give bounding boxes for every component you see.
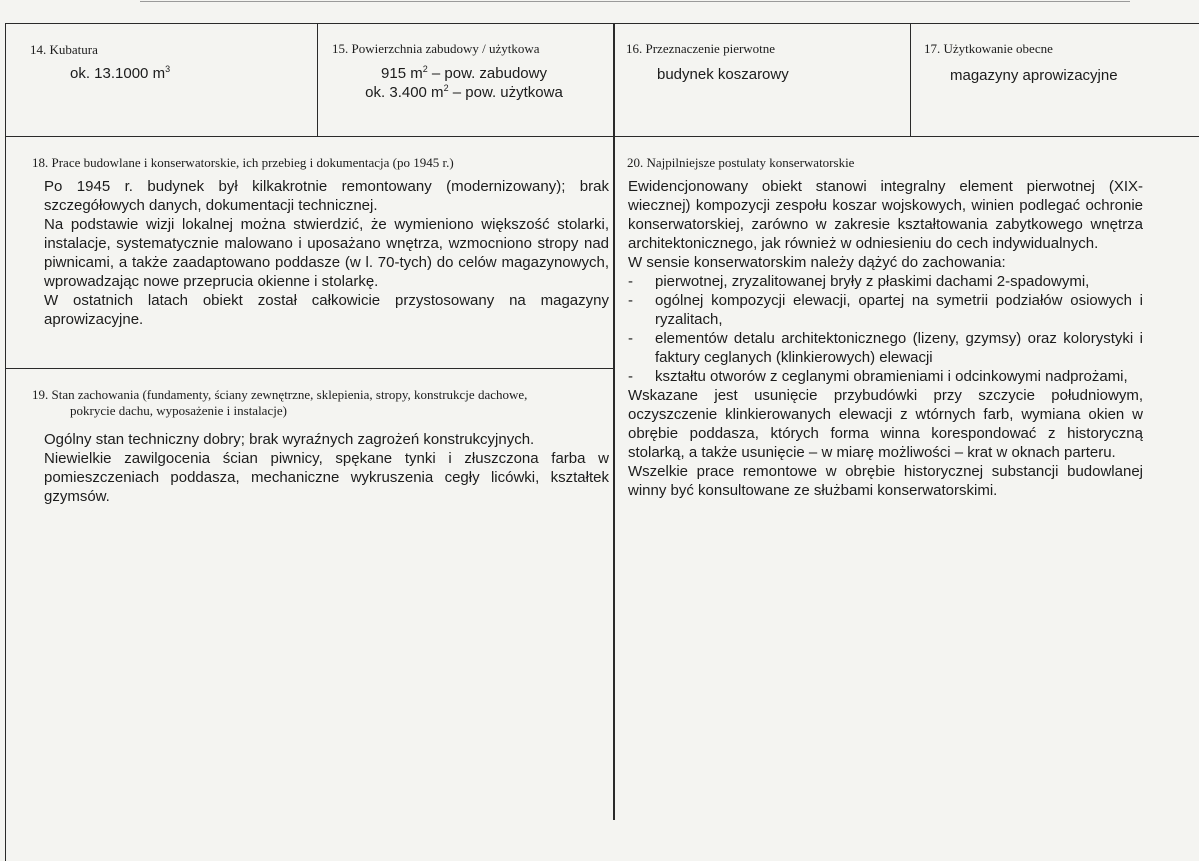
row1-bottom-border — [5, 136, 1199, 137]
box18-bottom-border — [5, 368, 613, 369]
bullet-marker: - — [628, 273, 633, 290]
box20-closing: Wskazane jest usunięcie przybudówki przy szczycie południowym, oczyszczenie klinkierowanych elewacji z wtórnych farb, wymiana okien w obrębie poddasza, których forma winna korespondować z historyczną stolarką, a także usunięcie – w miarę możliwości – krat w oknach parteru. — [628, 387, 1143, 461]
box20-heading: 20. Najpilniejsze postulaty konserwatorskie — [627, 155, 855, 170]
box19-heading-line2: pokrycie dachu, wyposażenie i instalacje) — [70, 403, 287, 418]
box14-heading: 14. Kubatura — [30, 42, 98, 57]
divider-16-17 — [910, 23, 911, 136]
box16-heading: 16. Przeznaczenie pierwotne — [626, 41, 776, 56]
box15-value — [318, 64, 610, 102]
box19-heading — [32, 387, 607, 419]
box20-closing: Wszelkie prace remontowe w obrębie historycznej substancji budowlanej winny być konsultowane ze służbami konserwatorskimi. — [628, 463, 1143, 499]
box18-paragraph: Po 1945 r. budynek był kilkakrotnie remontowany (modernizowany); brak szczegółowych danych, dokumentacji technicznej. — [44, 178, 609, 214]
box20-bullet-list — [628, 272, 1143, 386]
box19-heading-line1: 19. Stan zachowania (fundamenty, ściany zewnętrzne, sklepienia, stropy, konstrukcje dachowe, — [32, 387, 528, 402]
box18-heading: 18. Prace budowlane i konserwatorskie, ich przebieg i dokumentacja (po 1945 r.) — [32, 155, 454, 170]
list-item: - pierwotnej, zryzalitowanej bryły z płaskimi dachami 2-spadowymi, — [628, 273, 1090, 290]
box19-paragraph: Ogólny stan techniczny dobry; brak wyraźnych zagrożeń konstrukcyjnych. — [44, 431, 535, 448]
bullet-marker: - — [628, 330, 633, 347]
divider-main — [613, 23, 615, 820]
list-item: - elementów detalu architektonicznego (lizeny, gzymsy) oraz kolorystyki i faktury ceglanych (klinkierowych) elewacji — [628, 330, 1143, 366]
box15-line2: ok. 3.400 $m^2$ – pow. użytkowa — [365, 83, 563, 101]
box18-body — [44, 177, 609, 329]
left-border — [5, 23, 6, 861]
bullet-marker: - — [628, 368, 633, 385]
box20-lead: W sensie konserwatorskim należy dążyć do zachowania: — [628, 254, 1006, 271]
box19-body — [44, 430, 609, 506]
top-faint-rule — [140, 1, 1130, 2]
box18-paragraph: Na podstawie wizji lokalnej można stwierdzić, że wymieniono większość stolarki, instalacje, systematycznie malowano i uposażano wnętrza, wzmocniono stropy nad piwnicami, a także zaadaptowano poddasze (w l. 70-tych) do celów magazynowych, wprowadzając nowe przeprucia okienne i stolarkę. — [44, 216, 609, 290]
box14-value: ok. 13.1000 $m^3$ — [70, 64, 171, 82]
list-item: - ogólnej kompozycji elewacji, opartej na symetrii podziałów osiowych i ryzalitach, — [628, 292, 1143, 328]
box20-intro: Ewidencjonowany obiekt stanowi integralny element pierwotnej (XIX-wiecznej) kompozycji zespołu koszar wojskowych, winien podlegać ochronie konserwatorskiej, zarówno w zakresie kształtowania zabytkowego wnętrza architektonicznego, jak również w odniesieniu do cech indywidualnych. — [628, 178, 1143, 252]
box17-heading: 17. Użytkowanie obecne — [924, 41, 1053, 56]
list-item: - kształtu otworów z ceglanymi obramieniami i odcinkowymi nadprożami, — [628, 368, 1128, 385]
box19-paragraph: Niewielkie zawilgocenia ścian piwnicy, spękane tynki i złuszczona farba w pomieszczeniach poddasza, mechaniczne wykruszenia cegły licówki, kształtek gzymsów. — [44, 450, 609, 505]
box15-heading: 15. Powierzchnia zabudowy / użytkowa — [332, 41, 540, 56]
box20-body — [628, 177, 1143, 500]
bullet-marker: - — [628, 292, 633, 309]
box16-value: budynek koszarowy — [657, 66, 789, 83]
top-border — [5, 23, 1199, 24]
box18-paragraph: W ostatnich latach obiekt został całkowicie przystosowany na magazyny aprowizacyjne. — [44, 292, 609, 328]
box17-value: magazyny aprowizacyjne — [950, 67, 1118, 84]
box15-line1: 915 $m^2$ – pow. zabudowy — [381, 64, 547, 82]
